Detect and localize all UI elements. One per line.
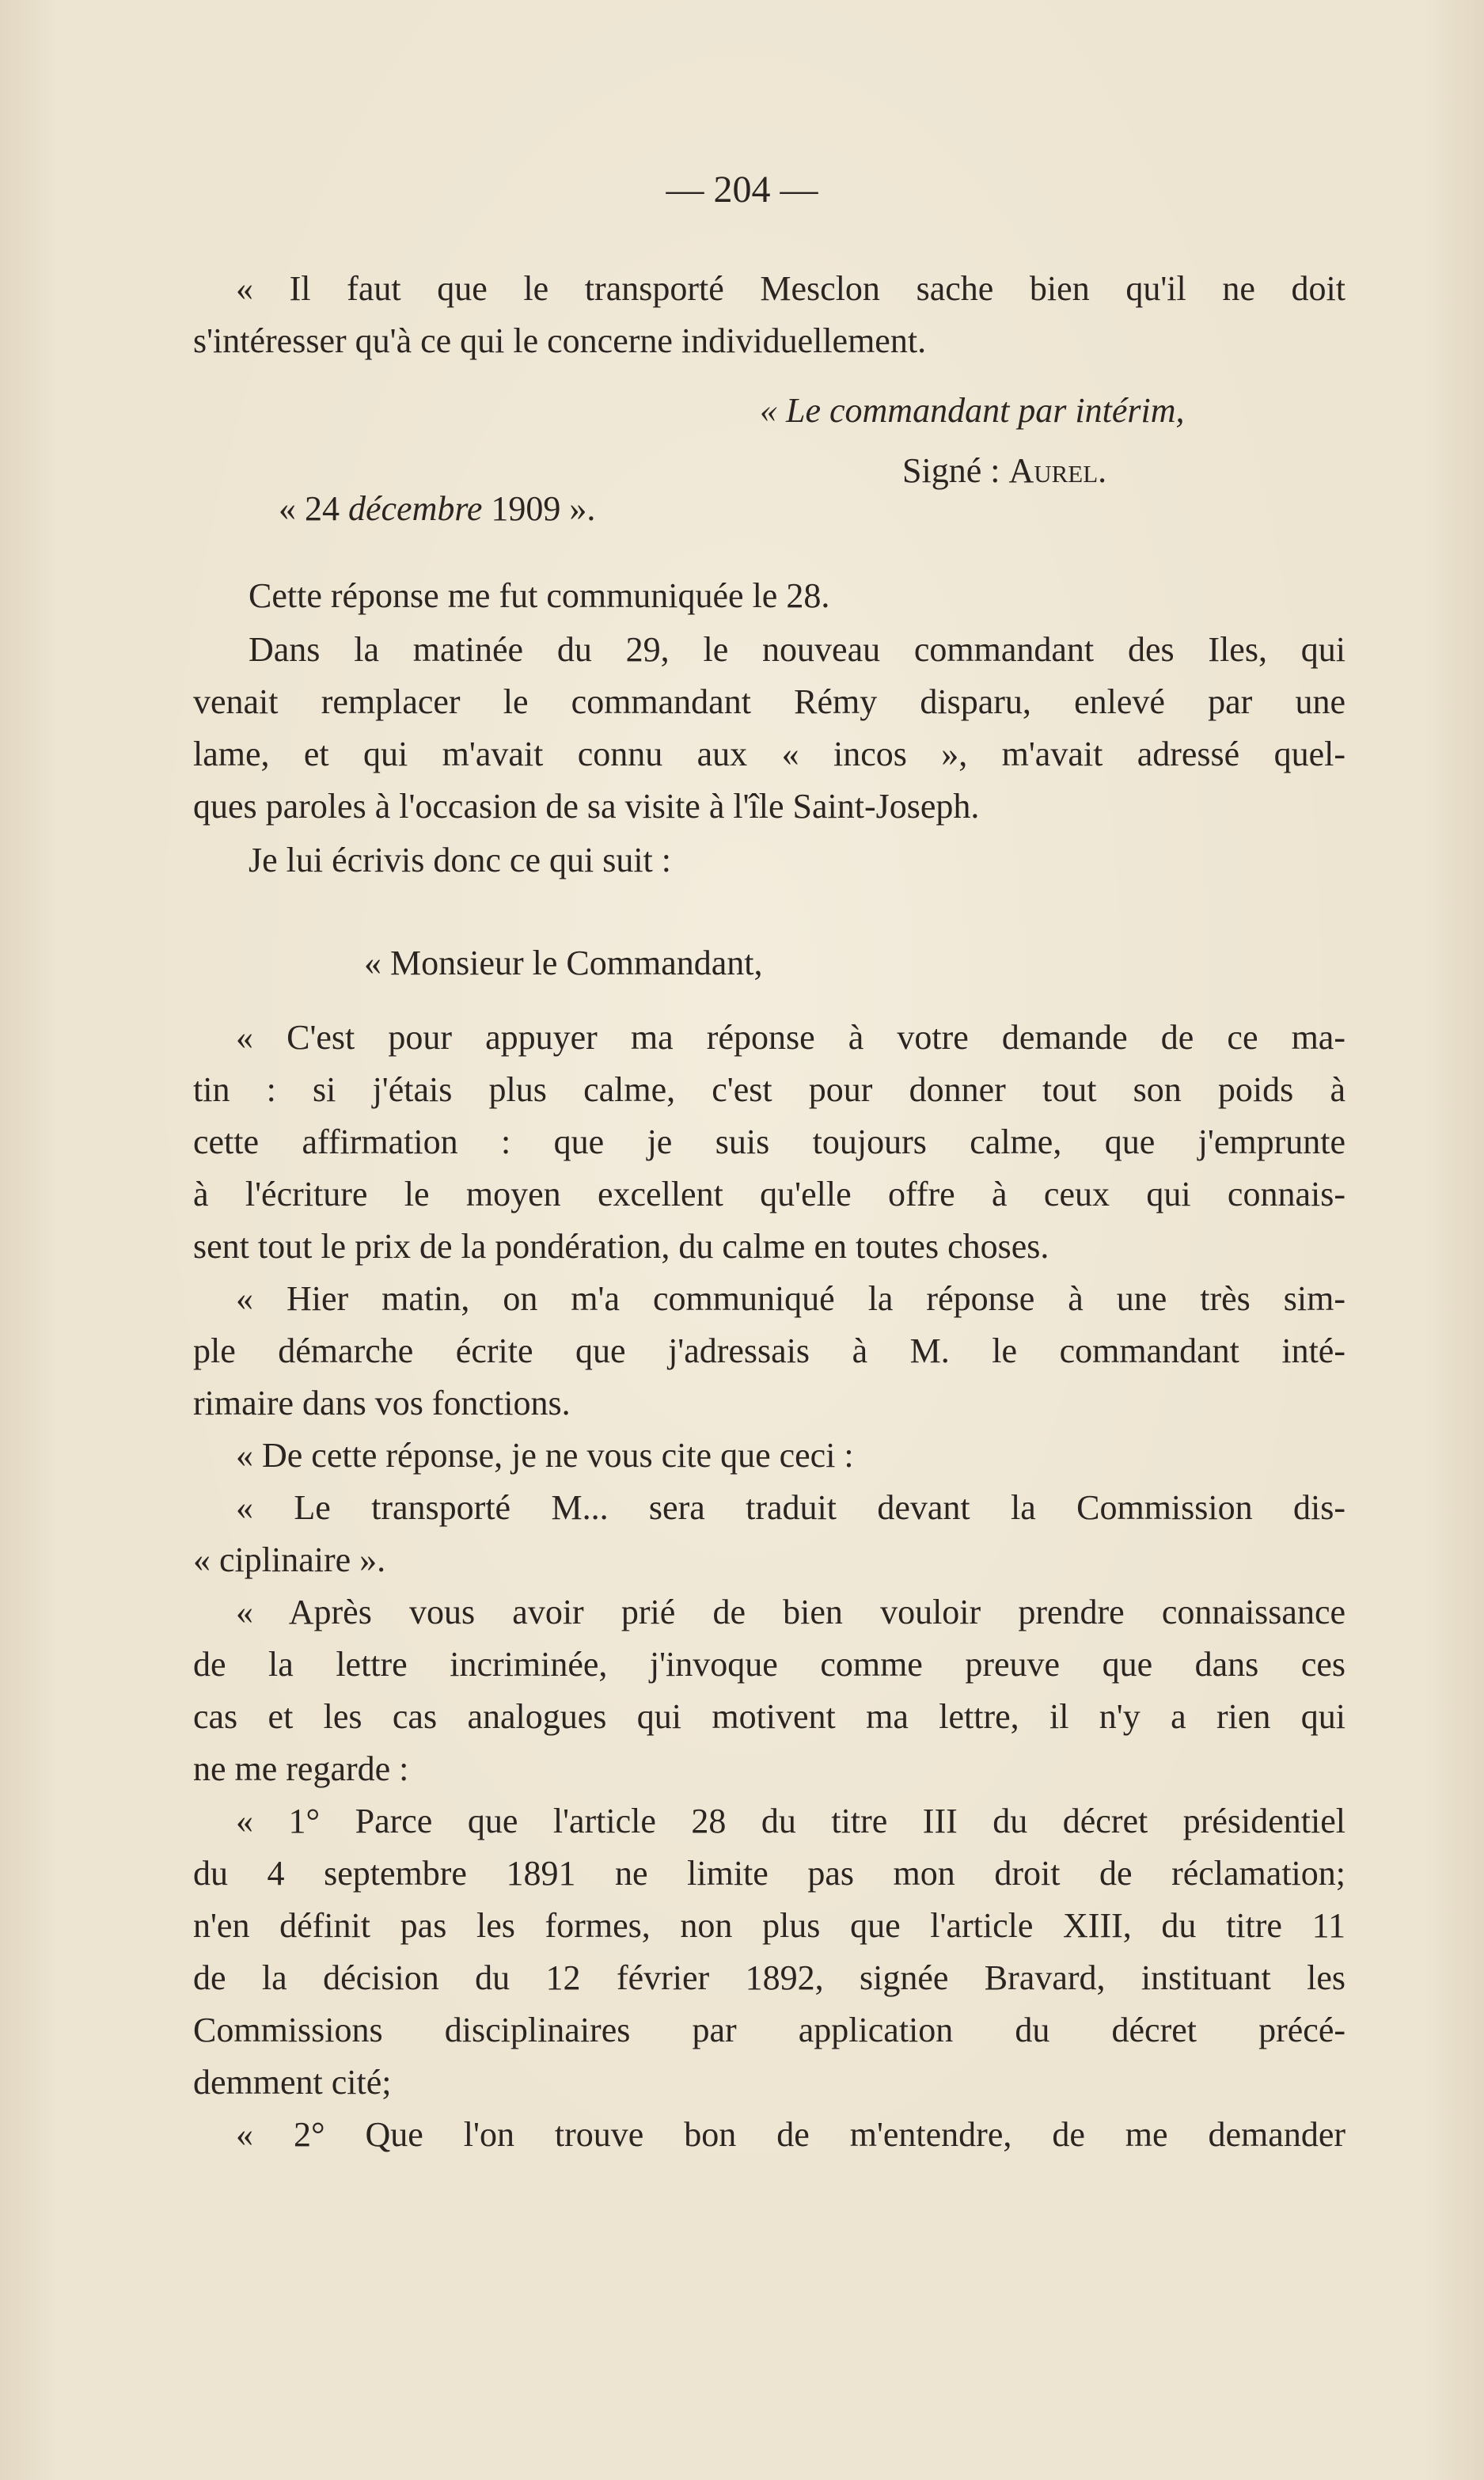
text-line: « Le transporté M... sera traduit devant la Commission dis- <box>236 1488 1345 1527</box>
text-line: « 1° Parce que l'article 28 du titre III du décret présidentiel <box>236 1802 1345 1840</box>
letter-date <box>279 483 595 535</box>
text-line: ne me regarde : <box>193 1749 409 1788</box>
text-line: « Après vous avoir prié de bien vouloir prendre connaissance <box>236 1593 1345 1631</box>
text-line: sent tout le prix de la pondération, du calme en toutes choses. <box>193 1227 1049 1266</box>
text-line: Commissions disciplinaires par application du décret précé- <box>193 2011 1345 2049</box>
text-line: n'en définit pas les formes, non plus que l'article XIII, du titre 11 <box>193 1906 1345 1945</box>
page-number: — 204 — <box>666 169 818 211</box>
text-line: « De cette réponse, je ne vous cite que ceci : <box>236 1436 854 1475</box>
signature-line <box>902 445 1106 497</box>
date-suffix: 1909 ». <box>482 489 596 528</box>
date-prefix: « 24 <box>279 489 348 528</box>
text-line: tin : si j'étais plus calme, c'est pour donner tout son poids à <box>193 1070 1345 1109</box>
text-line: « ciplinaire ». <box>193 1540 386 1579</box>
text-line: « 2° Que l'on trouve bon de m'entendre, de me demander <box>236 2115 1345 2154</box>
text-line: « Il faut que le transporté Mesclon sache bien qu'il ne doit <box>236 269 1345 308</box>
text-line: ques paroles à l'occasion de sa visite à l'île Saint-Joseph. <box>193 787 980 826</box>
text-line: cas et les cas analogues qui motivent ma lettre, il n'y a rien qui <box>193 1697 1345 1736</box>
text-line: ple démarche écrite que j'adressais à M. le commandant inté- <box>193 1331 1345 1370</box>
text-line: venait remplacer le commandant Rémy disparu, enlevé par une <box>193 682 1345 721</box>
text-line: Cette réponse me fut communiquée le 28. <box>249 576 830 615</box>
text-line: lame, et qui m'avait connu aux « incos », m'avait adressé quel- <box>193 735 1345 773</box>
body-text <box>193 263 1345 2163</box>
signature-name: Aurel. <box>1008 451 1107 490</box>
text-line: demment cité; <box>193 2063 392 2102</box>
text-line: Je lui écrivis donc ce qui suit : <box>249 841 671 879</box>
text-line: du 4 septembre 1891 ne limite pas mon droit de réclamation; <box>193 1854 1345 1893</box>
text-line: « Hier matin, on m'a communiqué la réponse à une très sim- <box>236 1279 1345 1318</box>
text-line: « C'est pour appuyer ma réponse à votre demande de ce ma- <box>236 1018 1345 1057</box>
signature-prefix: Signé : <box>902 451 1009 490</box>
text-line: cette affirmation : que je suis toujours calme, que j'emprunte <box>193 1122 1345 1161</box>
signature-title: « Le commandant par intérim, <box>760 391 1185 430</box>
text-line: s'intéresser qu'à ce qui le concerne individuellement. <box>193 321 927 360</box>
date-month: décembre <box>348 489 483 528</box>
text-line: de la décision du 12 février 1892, signée Bravard, instituant les <box>193 1958 1345 1997</box>
text-line: à l'écriture le moyen excellent qu'elle offre à ceux qui connais- <box>193 1175 1345 1213</box>
text-line: Dans la matinée du 29, le nouveau commandant des Iles, qui <box>249 630 1345 669</box>
text-line: rimaire dans vos fonctions. <box>193 1384 571 1422</box>
letter-salutation: « Monsieur le Commandant, <box>364 944 763 982</box>
text-line: de la lettre incriminée, j'invoque comme preuve que dans ces <box>193 1645 1345 1684</box>
